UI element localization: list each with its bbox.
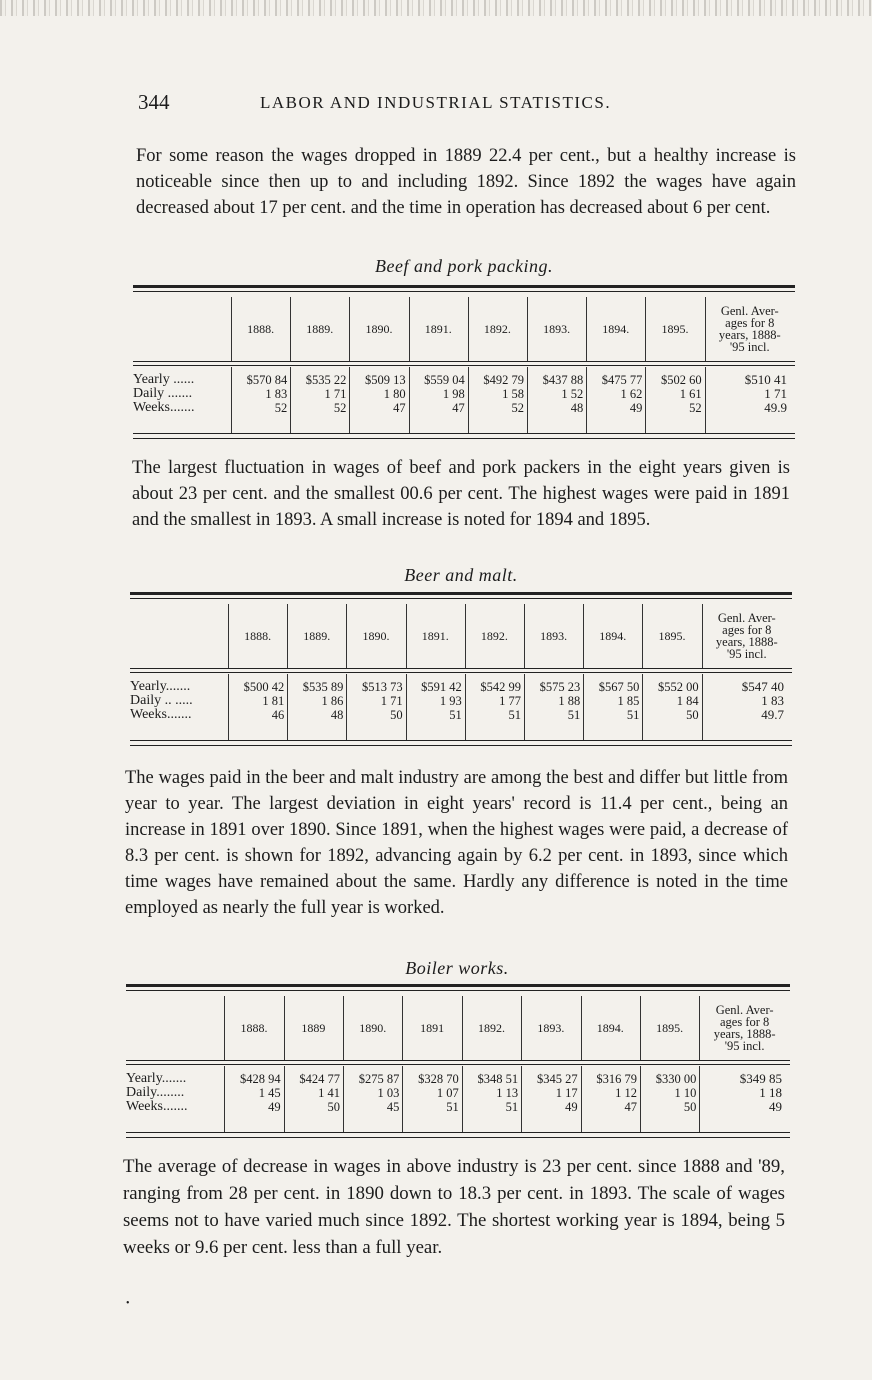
average-header-line: years, 1888- xyxy=(718,328,781,342)
paragraph-boiler-note: The average of decrease in wages in above industry is 23 per cent. since 1888 and '89, ranging from 28 per cent. in 1890 down to 18.3 per cent. in 1893. The scale of wages seems not to have varied much since 1892. The shortest working year is 1894, being 5 weeks or 9.6 per cent. less than a full year. xyxy=(123,1156,785,1258)
table-header-rule-thin xyxy=(126,1064,790,1065)
data-value: 51 xyxy=(505,1100,519,1114)
data-value: 52 xyxy=(333,401,347,415)
table-bottom-rule-thin xyxy=(126,1137,790,1138)
data-value: 1 07 xyxy=(436,1086,459,1100)
average-header xyxy=(699,996,790,1060)
year-header: 1892. xyxy=(477,1020,505,1035)
data-value: 52 xyxy=(511,401,524,415)
data-value: 52 xyxy=(689,401,702,415)
average-value: $349 85 xyxy=(739,1071,782,1086)
row-label: Yearly....... xyxy=(126,1071,187,1086)
data-column xyxy=(583,680,639,722)
year-header: 1895. xyxy=(658,628,686,643)
data-value: 1 84 xyxy=(676,694,699,708)
data-value: 46 xyxy=(271,708,285,722)
data-value: $437 88 xyxy=(542,373,584,387)
data-column xyxy=(224,1072,280,1114)
data-column xyxy=(581,1072,637,1114)
data-column xyxy=(462,1072,518,1114)
data-value: 1 45 xyxy=(258,1086,281,1100)
average-header xyxy=(705,297,795,361)
row-label: Yearly ...... xyxy=(133,372,195,387)
table-top-rule-thin xyxy=(130,598,792,599)
year-header: 1888. xyxy=(240,1020,268,1035)
average-value: 1 83 xyxy=(761,693,784,708)
average-header-line: years, 1888- xyxy=(713,1027,776,1041)
data-value: 50 xyxy=(683,1100,697,1114)
year-header: 1890. xyxy=(365,321,393,336)
data-value: 47 xyxy=(393,401,406,415)
average-header-line: years, 1888- xyxy=(715,635,778,649)
data-value: 1 17 xyxy=(555,1086,578,1100)
year-header: 1888. xyxy=(244,628,272,643)
data-value: 1 80 xyxy=(383,387,406,401)
data-value: 48 xyxy=(570,401,584,415)
year-header: 1889 xyxy=(301,1020,326,1035)
row-label: Weeks....... xyxy=(133,400,195,415)
table-top-rule-thin xyxy=(126,990,790,991)
data-value: 1 71 xyxy=(380,694,403,708)
data-value: 1 86 xyxy=(321,694,344,708)
average-value: 1 71 xyxy=(764,386,787,401)
data-value: 1 58 xyxy=(502,387,524,401)
average-header-line: ages for 8 xyxy=(722,623,772,637)
average-header-line: Genl. Aver- xyxy=(720,304,779,318)
average-header-line: '95 incl. xyxy=(724,1039,765,1053)
table-boiler xyxy=(126,984,790,1140)
data-value: $552 00 xyxy=(657,680,699,694)
year-header: 1894. xyxy=(602,321,630,336)
row-label: Weeks....... xyxy=(130,707,192,722)
data-column xyxy=(349,373,405,415)
data-value: 47 xyxy=(624,1100,637,1114)
table-top-rule xyxy=(130,592,792,595)
table-header-rule-thin xyxy=(133,365,795,366)
paragraph-beef-note: The largest fluctuation in wages of beef and pork packers in the eight years given is about 23 per cent. and the smallest 00.6 per cent. The highest wages were paid in 1891 and the smallest in 1893. A small increase is noted for 1894 and 1895. xyxy=(132,458,790,530)
data-value: $513 73 xyxy=(361,680,403,694)
data-value: $328 70 xyxy=(418,1072,459,1086)
data-column xyxy=(290,373,346,415)
table-header-rule xyxy=(133,361,795,362)
year-header: 1893. xyxy=(543,321,571,336)
table-bottom-rule xyxy=(133,433,795,434)
data-column xyxy=(346,680,402,722)
data-value: 49 xyxy=(629,401,643,415)
data-column xyxy=(521,1072,577,1114)
row-labels xyxy=(126,1072,220,1114)
data-value: 52 xyxy=(274,401,288,415)
table-bottom-rule xyxy=(130,740,792,741)
data-value: $567 50 xyxy=(598,680,640,694)
data-column xyxy=(642,680,698,722)
year-header: 1891. xyxy=(424,321,452,336)
year-header: 1892. xyxy=(480,628,508,643)
running-title: LABOR AND INDUSTRIAL STATISTICS. xyxy=(260,93,612,112)
data-value: 50 xyxy=(686,708,699,722)
year-header: 1893. xyxy=(537,1020,565,1035)
data-value: $348 51 xyxy=(477,1072,519,1086)
data-value: 1 71 xyxy=(324,387,347,401)
year-header: 1894. xyxy=(596,1020,624,1035)
year-header: 1894. xyxy=(599,628,627,643)
data-value: 51 xyxy=(626,708,640,722)
data-value: 48 xyxy=(330,708,344,722)
data-column xyxy=(527,373,583,415)
data-column xyxy=(343,1072,399,1114)
average-header-line: Genl. Aver- xyxy=(715,1003,774,1017)
row-label: Daily........ xyxy=(126,1085,185,1100)
data-value: $535 89 xyxy=(302,680,344,694)
row-label: Daily ....... xyxy=(133,386,193,401)
data-value: 1 52 xyxy=(561,387,584,401)
data-value: 1 77 xyxy=(499,694,521,708)
average-header-line: ages for 8 xyxy=(725,316,775,330)
data-value: $492 79 xyxy=(483,373,524,387)
data-value: $502 60 xyxy=(660,373,702,387)
data-column xyxy=(586,373,642,415)
page-header xyxy=(138,90,798,120)
scan-edge-noise xyxy=(0,0,872,16)
table-beer xyxy=(130,592,792,748)
data-value: 1 98 xyxy=(442,387,465,401)
data-value: $575 23 xyxy=(539,680,581,694)
average-header-line: Genl. Aver- xyxy=(717,611,776,625)
data-value: 1 03 xyxy=(377,1086,400,1100)
data-column xyxy=(645,373,701,415)
data-value: $330 00 xyxy=(655,1072,697,1086)
data-value: $275 87 xyxy=(358,1072,400,1086)
year-header: 1891. xyxy=(421,628,449,643)
paragraph-intro: For some reason the wages dropped in 1889 22.4 per cent., but a healthy increase is noticeable since then up to and including 1892. Since 1892 the wages have again decreased about 17 per cent. and the time in operation has decreased about 6 per cent. xyxy=(136,146,796,218)
table-header-rule-thin xyxy=(130,672,792,673)
data-value: $316 79 xyxy=(596,1072,637,1086)
year-header: 1889. xyxy=(306,321,334,336)
data-value: $428 94 xyxy=(240,1072,281,1086)
data-value: 1 62 xyxy=(620,387,643,401)
data-value: $345 27 xyxy=(536,1072,578,1086)
data-value: 49 xyxy=(565,1100,578,1114)
data-value: 1 88 xyxy=(558,694,581,708)
average-value: $547 40 xyxy=(741,679,784,694)
row-labels xyxy=(133,373,227,415)
data-column xyxy=(231,373,287,415)
average-value: 1 18 xyxy=(759,1085,782,1100)
page-number: 344 xyxy=(138,90,170,114)
table-beef xyxy=(133,285,795,441)
data-column xyxy=(640,1072,696,1114)
data-column xyxy=(287,680,343,722)
average-header-line: '95 incl. xyxy=(729,340,770,354)
data-value: 1 41 xyxy=(318,1086,341,1100)
data-value: 1 12 xyxy=(615,1086,637,1100)
data-value: 1 93 xyxy=(439,694,462,708)
data-value: 47 xyxy=(452,401,465,415)
year-header: 1895. xyxy=(661,321,689,336)
table-header-rule xyxy=(130,668,792,669)
average-value: $510 41 xyxy=(744,372,787,387)
average-value: 49.9 xyxy=(764,400,787,415)
ink-speck: • xyxy=(126,1298,130,1309)
data-value: $591 42 xyxy=(421,680,462,694)
data-column xyxy=(284,1072,340,1114)
data-value: $542 99 xyxy=(480,680,521,694)
average-column xyxy=(702,680,784,722)
data-column xyxy=(465,680,521,722)
data-column xyxy=(406,680,462,722)
data-value: 50 xyxy=(390,708,403,722)
row-label: Daily .. ..... xyxy=(130,693,193,708)
data-value: $500 42 xyxy=(243,680,285,694)
data-value: 1 10 xyxy=(674,1086,697,1100)
average-column xyxy=(699,1072,782,1114)
data-value: 51 xyxy=(567,708,581,722)
data-value: $424 77 xyxy=(299,1072,341,1086)
data-column xyxy=(524,680,580,722)
data-value: 51 xyxy=(508,708,521,722)
average-header-line: ages for 8 xyxy=(720,1015,770,1029)
table-top-rule-thin xyxy=(133,291,795,292)
data-value: 1 81 xyxy=(262,694,285,708)
data-value: 49 xyxy=(268,1100,281,1114)
data-value: $559 04 xyxy=(424,373,465,387)
table-bottom-rule-thin xyxy=(130,745,792,746)
data-value: $475 77 xyxy=(601,373,643,387)
data-value: 45 xyxy=(386,1100,400,1114)
table-caption-boiler: Boiler works. xyxy=(405,958,509,978)
average-value: 49 xyxy=(768,1099,782,1114)
data-value: $509 13 xyxy=(364,373,406,387)
year-header: 1892. xyxy=(483,321,511,336)
table-caption-beer: Beer and malt. xyxy=(404,565,518,585)
table-top-rule xyxy=(126,984,790,987)
year-header: 1888. xyxy=(247,321,275,336)
data-value: 51 xyxy=(446,1100,459,1114)
year-header: 1895. xyxy=(656,1020,684,1035)
data-column xyxy=(409,373,465,415)
year-header: 1891 xyxy=(420,1020,445,1035)
data-value: 1 13 xyxy=(496,1086,519,1100)
table-top-rule xyxy=(133,285,795,288)
data-column xyxy=(468,373,524,415)
table-bottom-rule-thin xyxy=(133,438,795,439)
year-header: 1890. xyxy=(359,1020,387,1035)
paragraph-beer-note: The wages paid in the beer and malt industry are among the best and differ but little from year to year. The largest deviation in eight years' record is 11.4 per cent., being an increase in 1891 over 1890. Since 1891, when the highest wages were paid, a decrease of 8.3 per cent. is shown for 1892, advancing again by 6.2 per cent. in 1893, since which time wages have remained about the same. Hardly any difference is noted in the time employed as nearly the full year is worked. xyxy=(125,768,788,918)
data-value: 1 61 xyxy=(679,387,702,401)
data-value: 1 85 xyxy=(617,694,640,708)
data-value: 1 83 xyxy=(265,387,288,401)
table-bottom-rule xyxy=(126,1132,790,1133)
average-column xyxy=(705,373,787,415)
average-header-line: '95 incl. xyxy=(726,647,767,661)
table-header-rule xyxy=(126,1060,790,1061)
average-value: 49.7 xyxy=(761,707,784,722)
data-column xyxy=(402,1072,458,1114)
year-header: 1889. xyxy=(303,628,331,643)
data-value: 51 xyxy=(449,708,462,722)
average-header xyxy=(702,604,792,668)
year-header: 1893. xyxy=(540,628,568,643)
data-value: $570 84 xyxy=(246,373,288,387)
data-value: $535 22 xyxy=(305,373,347,387)
year-header: 1890. xyxy=(362,628,390,643)
data-column xyxy=(228,680,284,722)
data-value: 50 xyxy=(327,1100,341,1114)
row-label: Yearly....... xyxy=(130,679,191,694)
table-caption-beef: Beef and pork packing. xyxy=(375,256,553,276)
row-label: Weeks....... xyxy=(126,1099,188,1114)
row-labels xyxy=(130,680,224,722)
